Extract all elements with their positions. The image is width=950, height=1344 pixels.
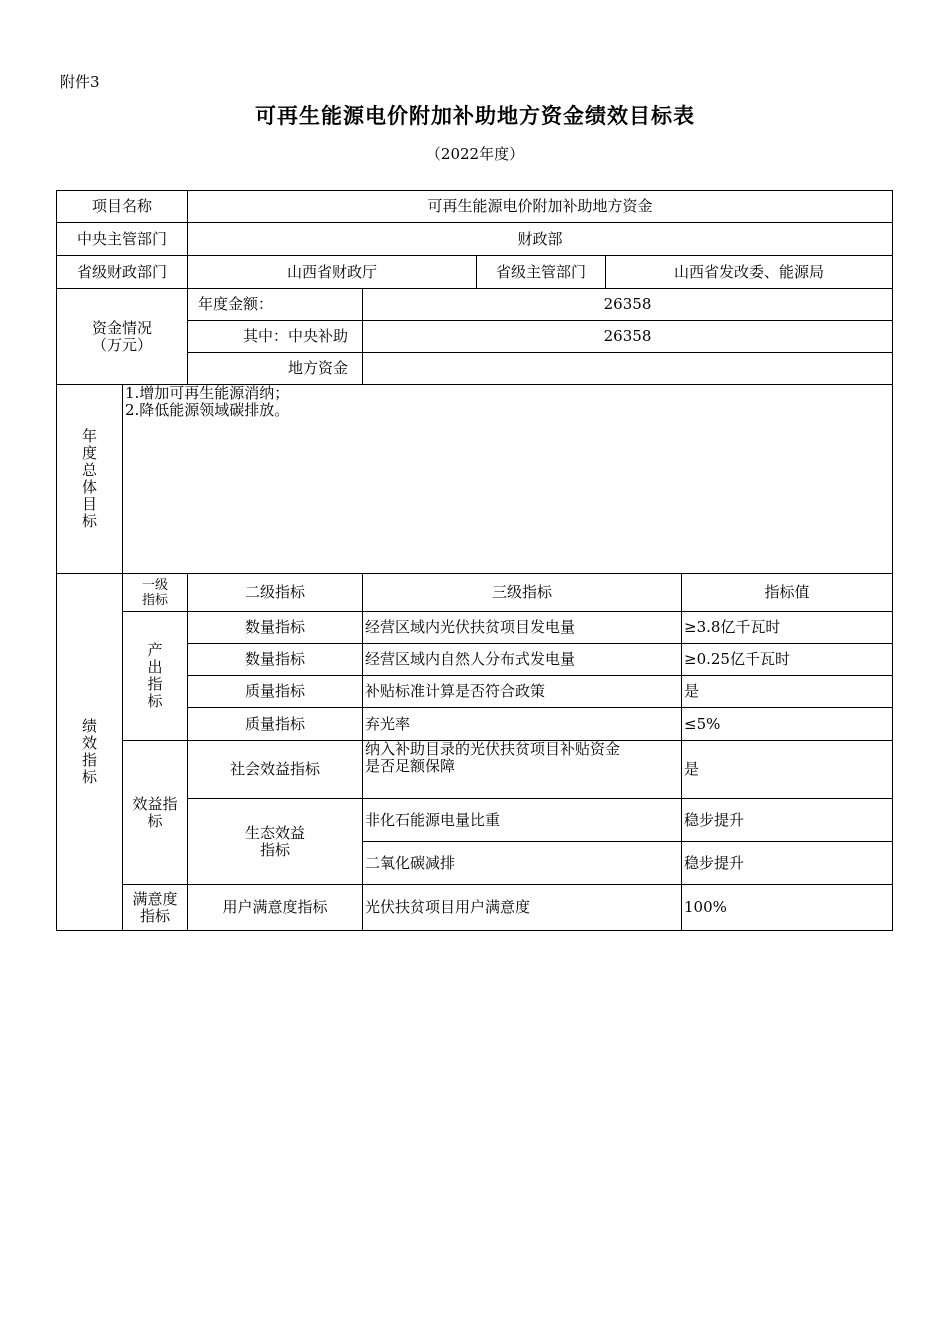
goals-char: 体	[81, 478, 97, 496]
output-row-value: ≥3.8亿千瓦时	[681, 611, 893, 644]
social-level3-line1: 纳入补助目录的光伏扶贫项目补贴资金	[365, 740, 621, 758]
project-name-label: 项目名称	[56, 190, 188, 223]
goals-char: 年	[81, 427, 97, 445]
satisfaction-label-line2: 指标	[139, 906, 170, 925]
annual-amount-value: 26358	[362, 288, 893, 321]
output-row-value: ≥0.25亿千瓦时	[681, 643, 893, 676]
satisfaction-level3: 光伏扶贫项目用户满意度	[362, 884, 682, 931]
output-indicators-label	[122, 611, 188, 741]
performance-indicators-label	[56, 573, 123, 931]
central-subsidy-value: 26358	[362, 320, 893, 353]
satisfaction-indicators-label	[122, 884, 188, 931]
output-row-level2: 数量指标	[187, 611, 363, 644]
col-level1-line1: 一级	[141, 577, 168, 593]
indicator-char: 绩	[81, 717, 97, 735]
output-row-value: ≤5%	[681, 707, 893, 741]
project-name-value: 可再生能源电价附加补助地方资金	[187, 190, 893, 223]
output-char: 出	[147, 658, 163, 676]
eco-row-level3: 非化石能源电量比重	[362, 798, 682, 842]
indicator-char: 指	[81, 751, 97, 769]
provincial-finance-label: 省级财政部门	[56, 255, 188, 289]
satisfaction-label-line1: 满意度	[132, 889, 178, 908]
eco-row-level3: 二氧化碳减排	[362, 841, 682, 885]
col-level2-header: 二级指标	[187, 573, 363, 612]
benefit-label-line2: 标	[147, 811, 163, 830]
provincial-finance-value: 山西省财政厅	[187, 255, 477, 289]
col-level3-header: 三级指标	[362, 573, 682, 612]
output-row-level3: 经营区域内自然人分布式发电量	[362, 643, 682, 676]
output-row-level3: 弃光率	[362, 707, 682, 741]
provincial-dept-value: 山西省发改委、能源局	[605, 255, 893, 289]
provincial-dept-label: 省级主管部门	[476, 255, 606, 289]
social-benefit-level3	[362, 740, 682, 799]
indicator-char: 标	[81, 768, 97, 786]
output-row-level2: 质量指标	[187, 707, 363, 741]
local-funds-value	[362, 352, 893, 385]
col-level1-header	[122, 573, 188, 612]
social-benefit-value: 是	[681, 740, 893, 799]
output-char: 指	[147, 675, 163, 693]
funds-label-line1: 资金情况	[91, 318, 152, 337]
output-row-level3: 经营区域内光伏扶贫项目发电量	[362, 611, 682, 644]
col-value-header: 指标值	[681, 573, 893, 612]
output-char: 产	[147, 641, 163, 659]
output-row-level2: 数量指标	[187, 643, 363, 676]
benefit-indicators-label	[122, 740, 188, 885]
output-row-level2: 质量指标	[187, 675, 363, 708]
eco-level2-line1: 生态效益	[244, 823, 305, 842]
funds-label-line2: （万元）	[91, 335, 152, 354]
output-row-level3: 补贴标准计算是否符合政策	[362, 675, 682, 708]
benefit-label-line1: 效益指	[132, 794, 178, 813]
page-subtitle: （2022年度）	[425, 145, 525, 163]
annual-goals-label	[56, 384, 123, 574]
goals-char: 目	[81, 495, 97, 513]
output-char: 标	[147, 692, 163, 710]
local-funds-label: 地方资金	[187, 352, 363, 385]
annual-goals-content	[122, 384, 893, 574]
social-level3-line2: 是否足额保障	[365, 757, 456, 775]
eco-level2-line2: 指标	[259, 840, 290, 859]
central-dept-label: 中央主管部门	[56, 222, 188, 256]
goals-char: 总	[81, 461, 97, 479]
indicator-char: 效	[81, 734, 97, 752]
col-level1-line2: 指标	[141, 592, 168, 608]
satisfaction-value: 100%	[681, 884, 893, 931]
goals-char: 标	[81, 512, 97, 530]
eco-row-value: 稳步提升	[681, 798, 893, 842]
page-title: 可再生能源电价附加补助地方资金绩效目标表	[255, 104, 695, 128]
central-dept-value: 财政部	[187, 222, 893, 256]
attachment-label: 附件3	[60, 73, 100, 91]
social-benefit-level2: 社会效益指标	[187, 740, 363, 799]
goal-line-2: 2.降低能源领域碳排放。	[125, 401, 290, 419]
goal-line-1: 1.增加可再生能源消纳；	[125, 384, 290, 402]
satisfaction-level2: 用户满意度指标	[187, 884, 363, 931]
eco-benefit-level2	[187, 798, 363, 885]
goals-char: 度	[81, 444, 97, 462]
output-row-value: 是	[681, 675, 893, 708]
funds-label	[56, 288, 188, 385]
eco-row-value: 稳步提升	[681, 841, 893, 885]
annual-amount-label: 年度金额：	[187, 288, 363, 321]
central-subsidy-label: 其中：中央补助	[187, 320, 363, 353]
